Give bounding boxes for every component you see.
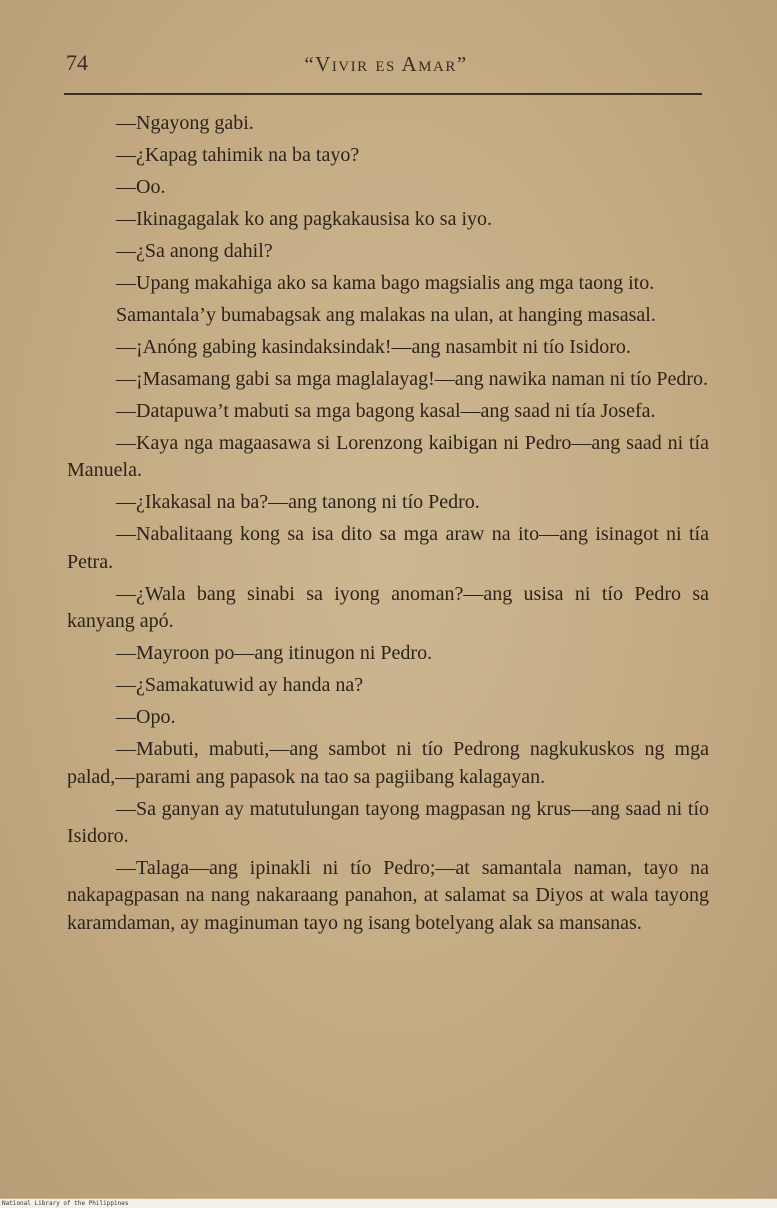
- paragraph: —Kaya nga magaasawa si Lorenzong kaibigan ni Pedro—ang saad ni tía Manuela.: [67, 432, 709, 482]
- library-credit: National Library of the Philippines: [0, 1199, 777, 1208]
- paragraph: —Talaga—ang ipinakli ni tío Pedro;—at samantala naman, tayo na nakapagpasan na nang nakaraang panahon, at salamat sa Diyos at wala tayong karamdaman, ay maginuman tayo ng isang botelyang alak sa mansanas.: [67, 857, 709, 934]
- page-header: [64, 50, 708, 84]
- body-text: [67, 110, 709, 942]
- paragraph: —Upang makahiga ako sa kama bago magsialis ang mga taong ito.: [116, 272, 655, 294]
- paragraph: —Sa ganyan ay matutulungan tayong magpasan ng krus—ang saad ni tío Isidoro.: [67, 797, 709, 848]
- paragraph: Samantala’y bumabagsak ang malakas na ulan, at hanging masasal.: [116, 304, 656, 326]
- header-rule: [64, 93, 702, 95]
- paragraph: —Oo.: [116, 176, 166, 198]
- paragraph: —Ngayong gabi.: [116, 112, 254, 134]
- paragraph: —¿Wala bang sinabi sa iyong anoman?—ang usisa ni tío Pedro sa kanyang apó.: [67, 582, 709, 633]
- paragraph: —Datapuwa’t mabuti sa mga bagong kasal—ang saad ni tía Josefa.: [116, 400, 656, 422]
- paragraph: —¡Masamang gabi sa mga maglalayag!—ang nawika naman ni tío Pedro.: [116, 368, 709, 390]
- paragraph: —¡Anóng gabing kasindaksindak!—ang nasambit ni tío Isidoro.: [116, 336, 631, 358]
- page-number: 74: [66, 50, 88, 75]
- paragraph: —¿Samakatuwid ay handa na?: [116, 674, 364, 697]
- paragraph: —Mabuti, mabuti,—ang sambot ni tío Pedrong nagkukuskos ng mga palad,—parami ang papasok na tao sa pagiibang kalagayan.: [67, 738, 709, 788]
- paragraph: —¿Sa anong dahil?: [116, 240, 273, 262]
- paragraph: —Nabalitaang kong sa isa dito sa mga araw na ito—ang isinagot ni tía Petra.: [67, 523, 709, 573]
- paragraph: —Ikinagagalak ko ang pagkakausisa ko sa iyo.: [116, 208, 493, 230]
- paragraph: —Opo.: [116, 706, 176, 729]
- running-title: “Vivir es Amar”: [304, 52, 468, 76]
- paragraph: —Mayroon po—ang itinugon ni Pedro.: [116, 642, 433, 665]
- paragraph: —¿Ikakasal na ba?—ang tanong ni tío Pedro.: [116, 491, 480, 514]
- paragraph: —¿Kapag tahimik na ba tayo?: [116, 144, 360, 166]
